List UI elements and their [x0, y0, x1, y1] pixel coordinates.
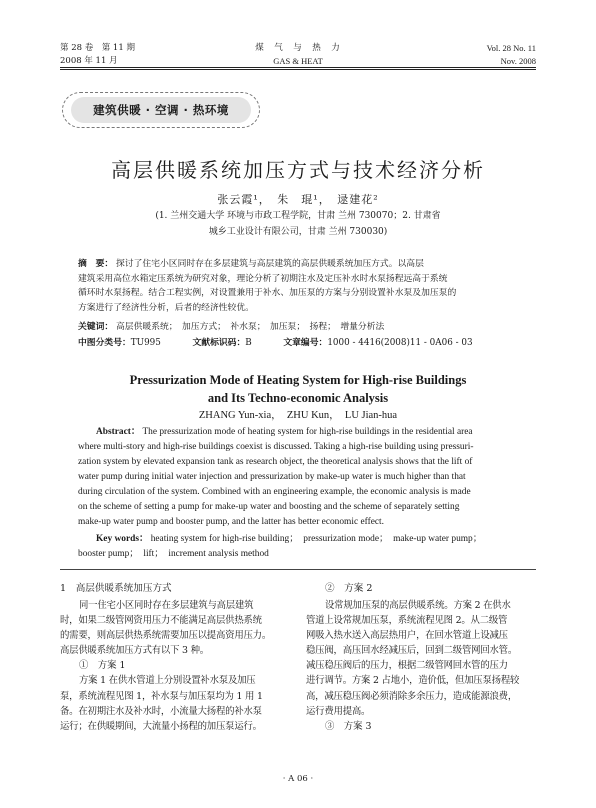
article-title-en-line-2: and Its Techno-economic Analysis — [207, 391, 389, 405]
abstract-label-cn: 摘 要： — [78, 259, 114, 269]
date-cn: 2008 年 11 月 — [60, 56, 118, 66]
abstract-en-line: where multi-story and high-rise buildings coexist is discussed. Taking a high-rise building using pressuri- — [78, 442, 474, 452]
keywords-label-en: Key words： — [96, 534, 149, 544]
paragraph-scheme-1 — [60, 673, 290, 733]
paragraph-intro — [60, 598, 290, 658]
article-no-value: 1000 - 4416(2008)11 - 0A06 - 03 — [327, 338, 473, 348]
page-number: · A 06 · — [282, 774, 314, 784]
scheme-2-heading: ② 方案 2 — [325, 583, 373, 594]
paragraph-line: 备。在初期注水及补水时，小流量大扬程的补水泵 — [60, 705, 262, 717]
classification-line — [78, 336, 518, 350]
paragraph-line: 网吸入热水送入高层热用户，在回水管道上设减压 — [306, 630, 508, 642]
abstract-en-line: during circulation of the system. Combined with an engineering example, the economic analysis is made — [78, 487, 471, 497]
volume-issue-cn: 第 28 卷 第 11 期 — [60, 43, 135, 53]
abstract-en — [78, 425, 518, 530]
paragraph-line: 的需要，则高层供热系统需要加压以提高资用压力。 — [60, 630, 272, 642]
affiliation-line-2: 城乡工业设计有限公司，甘肃 兰州 730030) — [208, 227, 388, 237]
paragraph-line: 高，减压稳压阀必须消除多余压力，造成能源浪费， — [306, 690, 518, 702]
paragraph-line: 方案 1 在供水管道上分别设置补水泵及加压 — [79, 675, 256, 687]
doc-code-label: 文献标识码： — [192, 338, 246, 348]
paragraph-line: 设常规加压泵的高层供暖系统。方案 2 在供水 — [325, 600, 511, 611]
column-badge-label: 建筑供暖 · 空调 · 热环境 — [71, 97, 251, 123]
body-right-column — [306, 581, 536, 734]
authors-en: ZHANG Yun-xia， ZHU Kun， LU Jian-hua — [198, 410, 398, 421]
keywords-en-line: heating system for high-rise building； pressurization mode； make-up water pump； — [150, 534, 483, 544]
article-no-label: 文章编号： — [283, 338, 328, 348]
section-heading-1: 1 高层供暖系统加压方式 — [60, 583, 172, 594]
paragraph-line: 运行费用提高。 — [306, 705, 371, 717]
abstract-en-line: make-up water pump and booster pump, and the latter has better economic effect. — [78, 517, 384, 527]
authors-cn: 张云霞¹， 朱 琨¹， 逯建花² — [217, 193, 379, 206]
column-badge — [62, 92, 260, 128]
abstract-en-line: The pressurization mode of heating system for high-rise buildings in the residential area — [142, 427, 473, 437]
paragraph-line: 泵，系统流程见图 1，补水泵与加压泵均为 1 用 1 — [60, 690, 263, 702]
doc-code-value: B — [245, 338, 252, 348]
abstract-cn-line: 探讨了住宅小区同时存在多层建筑与高层建筑的高层供暖系统加压方式。以高层 — [116, 259, 424, 269]
abstract-label-en: Abstract： — [96, 427, 141, 437]
keywords-label-cn: 关键词： — [78, 322, 114, 332]
paragraph-line: 同一住宅小区同时存在多层建筑与高层建筑 — [79, 600, 254, 611]
journal-title-cn: 煤 气 与 热 力 — [255, 43, 341, 53]
abstract-cn-line: 建筑采用高位水箱定压系统为研究对象，理论分析了初期注水及定压补水时水泵扬程远高于系统 — [78, 273, 448, 284]
abstract-cn-line: 方案进行了经济性分析，后者的经济性较优。 — [78, 302, 254, 313]
volume-issue-en: Vol. 28 No. 11 — [486, 43, 536, 53]
keywords-text-cn: 高层供暖系统； 加压方式； 补水泵； 加压泵； 扬程； 增量分析法 — [116, 322, 385, 332]
keywords-cn — [78, 320, 518, 334]
keywords-en — [78, 532, 518, 562]
paragraph-line: 管道上设常规加压泵，系统流程见图 2。从二级管 — [306, 615, 508, 627]
paragraph-line: 运行；在供暖期间，大流量小扬程的加压泵运行。 — [60, 720, 262, 732]
paragraph-line: 时，如果二级管网资用压力不能满足高层供热系统 — [60, 615, 262, 627]
header-rule — [60, 69, 536, 70]
article-title-en-line-1: Pressurization Mode of Heating System for High-rise Buildings — [129, 373, 467, 387]
paragraph-line: 减压稳压阀后的压力，根据二级管网回水管的压力 — [306, 660, 508, 672]
header-rule — [60, 67, 536, 68]
body-left-column — [60, 581, 290, 734]
abstract-cn — [78, 257, 518, 315]
clc-value: TU995 — [130, 338, 161, 348]
date-en: Nov. 2008 — [500, 56, 536, 66]
keywords-en-line: booster pump； lift； increment analysis method — [78, 549, 269, 559]
journal-title-en: GAS & HEAT — [273, 56, 323, 66]
abstract-cn-line: 循环时水泵扬程。结合工程实例，对设置兼用于补水、加压泵的方案与分别设置补水泵及加压泵的 — [78, 288, 457, 299]
section-divider — [60, 569, 536, 570]
paragraph-scheme-2 — [306, 598, 536, 719]
scheme-1-heading: ① 方案 1 — [79, 660, 126, 672]
paragraph-line: 稳压阀，高压回水经减压后，回到二级管网回水管。 — [306, 645, 518, 657]
article-title-cn: 高层供暖系统加压方式与技术经济分析 — [111, 158, 485, 182]
clc-label: 中图分类号： — [78, 338, 131, 348]
abstract-en-line: water pump during initial water injection and pressurization by make-up water is much higher than that — [78, 472, 466, 482]
affiliation-line-1: (1. 兰州交通大学 环境与市政工程学院，甘肃 兰州 730070；2. 甘肃省 — [155, 211, 441, 221]
scheme-3-heading: ③ 方案 3 — [325, 720, 372, 732]
abstract-en-line: on the scheme of setting a pump for make-up water and boosting and the scheme of separately setting — [78, 502, 460, 512]
paragraph-line: 高层供暖系统加压方式有以下 3 种。 — [60, 645, 209, 657]
abstract-en-line: zation system by elevated expansion tank as research object, the theoretical analysis shows that the lift of — [78, 457, 473, 467]
paragraph-line: 进行调节。方案 2 占地小，造价低，但加压泵扬程较 — [306, 675, 520, 687]
